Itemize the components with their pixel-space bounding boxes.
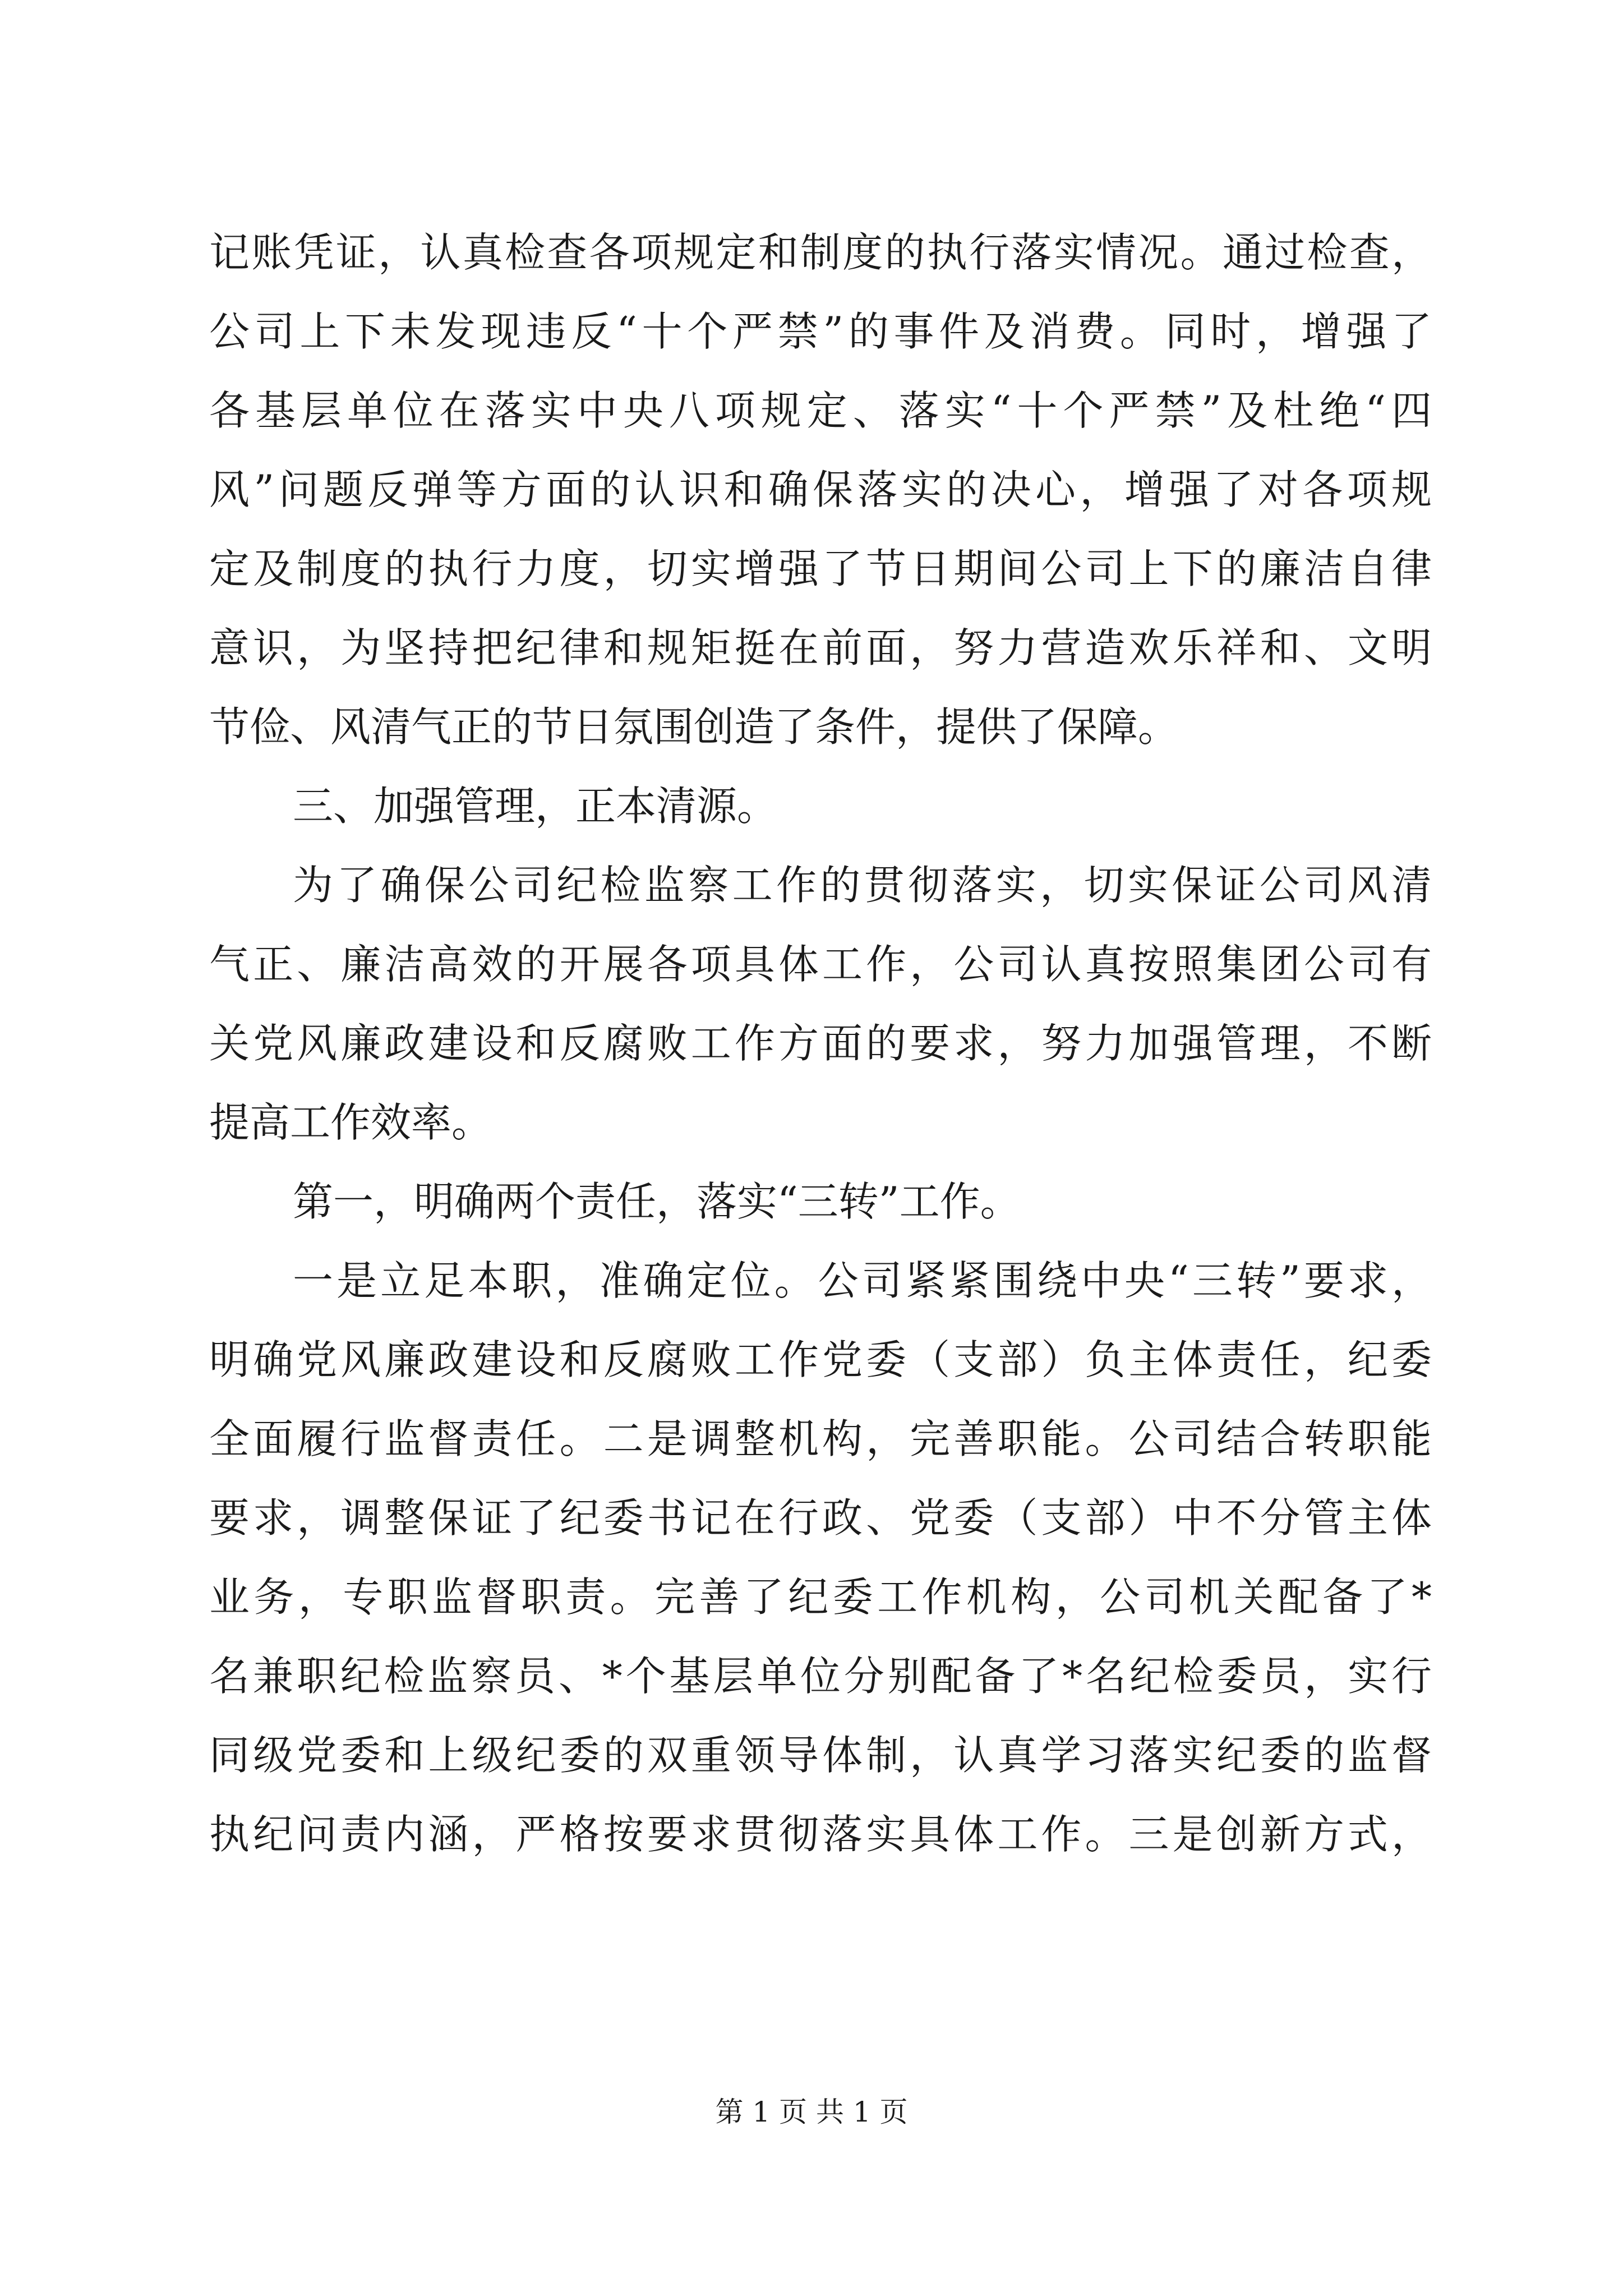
text-line: 执纪问责内涵，严格按要求贯彻落实具体工作。三是创新方式，	[209, 1811, 1432, 1858]
subsection-heading: 第一，明确两个责任，落实“三转”工作。	[293, 1178, 1021, 1225]
text-line: 为了确保公司纪检监察工作的贯彻落实，切实保证公司风清	[293, 862, 1432, 909]
page-number-footer: 第 1 页 共 1 页	[715, 2096, 908, 2128]
text-line: 全面履行监督责任。二是调整机构，完善职能。公司结合转职能	[209, 1415, 1432, 1462]
text-line: 风”问题反弹等方面的认识和确保落实的决心，增强了对各项规	[209, 466, 1432, 513]
text-line: 气正、廉洁高效的开展各项具体工作，公司认真按照集团公司有	[209, 941, 1432, 988]
text-line: 公司上下未发现违反“十个严禁”的事件及消费。同时，增强了	[209, 308, 1432, 355]
text-line: 意识，为坚持把纪律和规矩挺在前面，努力营造欢乐祥和、文明	[209, 624, 1432, 671]
document-body	[209, 213, 1432, 1874]
text-line: 关党风廉政建设和反腐败工作方面的要求，努力加强管理，不断	[209, 1020, 1432, 1067]
text-line: 提高工作效率。	[209, 1099, 492, 1146]
text-line: 明确党风廉政建设和反腐败工作党委（支部）负主体责任，纪委	[209, 1336, 1432, 1383]
text-line: 节俭、风清气正的节日氛围创造了条件，提供了保障。	[209, 703, 1179, 751]
text-line: 定及制度的执行力度，切实增强了节日期间公司上下的廉洁自律	[209, 545, 1432, 592]
text-line: 业务，专职监督职责。完善了纪委工作机构，公司机关配备了*	[209, 1573, 1432, 1621]
text-line: 名兼职纪检监察员、*个基层单位分别配备了*名纪检委员，实行	[209, 1653, 1432, 1700]
text-line: 一是立足本职，准确定位。公司紧紧围绕中央“三转”要求，	[293, 1257, 1432, 1304]
text-line: 要求，调整保证了纪委书记在行政、党委（支部）中不分管主体	[209, 1494, 1432, 1542]
text-line: 同级党委和上级纪委的双重领导体制，认真学习落实纪委的监督	[209, 1732, 1432, 1779]
text-line: 记账凭证，认真检查各项规定和制度的执行落实情况。通过检查，	[209, 229, 1432, 276]
section-heading: 三、加强管理，正本清源。	[293, 783, 778, 830]
text-line: 各基层单位在落实中央八项规定、落实“十个严禁”及杜绝“四	[209, 387, 1432, 434]
